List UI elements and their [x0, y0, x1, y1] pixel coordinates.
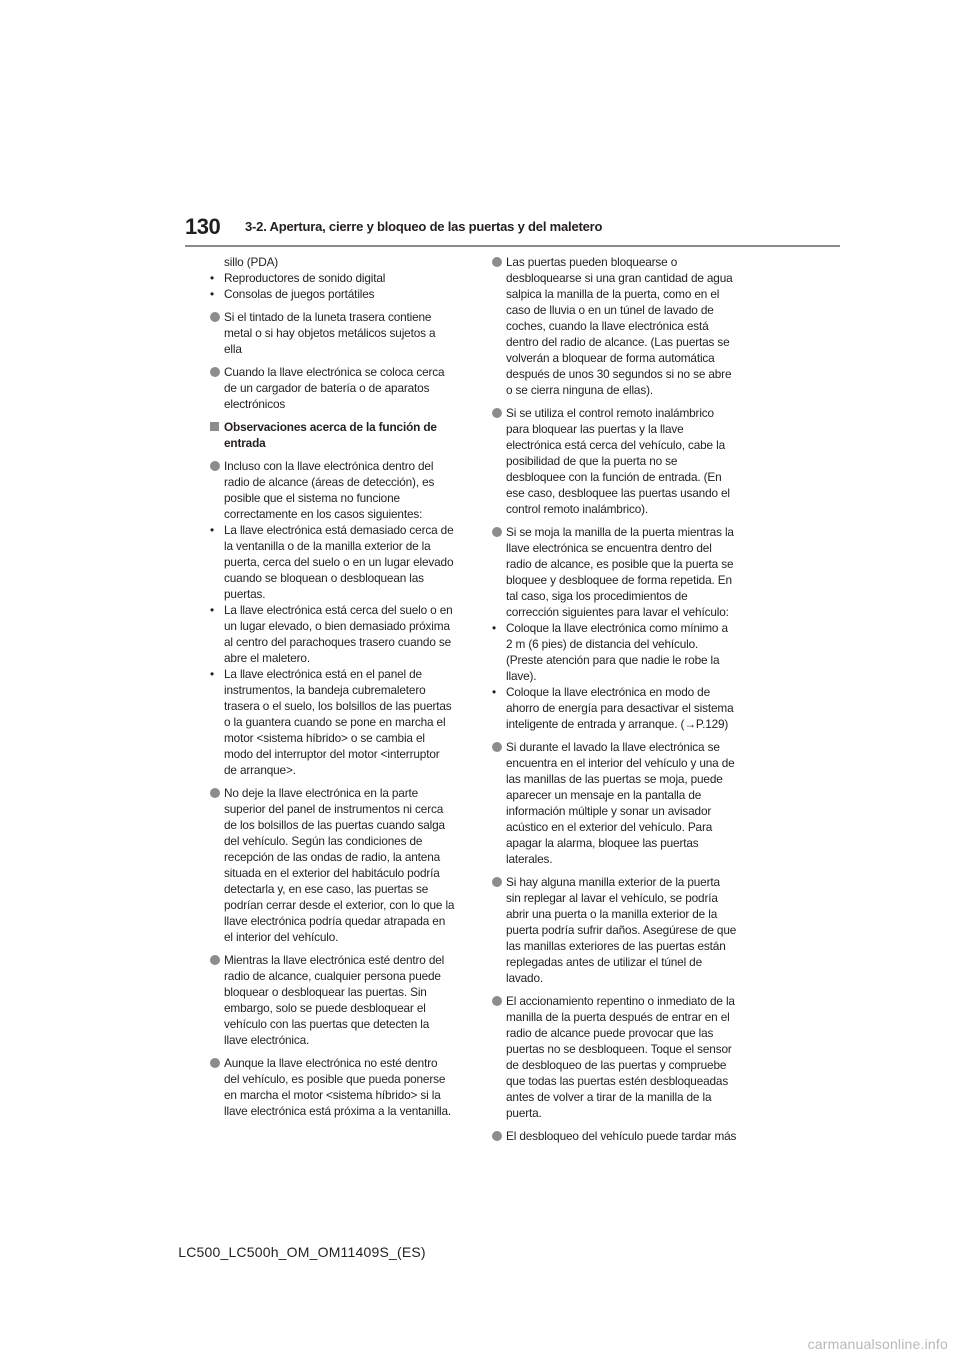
- bullet-paragraph: [492, 874, 737, 986]
- paragraph-text: Reproductores de sonido digital: [224, 271, 386, 285]
- sub-bullet-marker: •: [492, 621, 496, 635]
- bullet-circle-icon: [492, 742, 502, 752]
- sub-bullet-marker: •: [210, 603, 214, 617]
- paragraph-text: Consolas de juegos portátiles: [224, 287, 375, 301]
- section-title: 3-2. Apertura, cierre y bloqueo de las puertas y del maletero: [245, 219, 603, 234]
- bullet-circle-icon: [492, 527, 502, 537]
- paragraph-text: Si se utiliza el control remoto inalámbrico para bloquear las puertas y la llave electrónica está cerca del vehículo, cabe la posibilidad de que la puerta no se desbloquee con la función de entrada. (En ese caso, desbloquee las puertas usando el control remoto inalámbrico).: [506, 406, 730, 516]
- bullet-circle-icon: [210, 955, 220, 965]
- bullet-circle-icon: [492, 408, 502, 418]
- watermark: carmanualsonline.info: [807, 1336, 948, 1352]
- paragraph-text: Coloque la llave electrónica como mínimo a 2 m (6 pies) de distancia del vehículo. (Preste atención para que nadie le robe la llave).: [506, 621, 728, 683]
- paragraph-text: La llave electrónica está cerca del suelo o en un lugar elevado, o bien demasiado próxima al centro del parachoques trasero cuando se abre el maletero.: [224, 603, 453, 665]
- bullet-paragraph: [210, 785, 455, 945]
- sub-list-item: [210, 666, 455, 778]
- bullet-paragraph: [492, 524, 737, 620]
- paragraph-text: El desbloqueo del vehículo puede tardar más: [506, 1129, 737, 1143]
- square-marker-icon: [210, 422, 219, 431]
- sub-list-item: [492, 684, 737, 732]
- paragraph-text: Las puertas pueden bloquearse o desbloquearse si una gran cantidad de agua salpica la manilla de la puerta, como en el caso de lluvia o en un túnel de lavado de coches, cuando la llave electrónica está dentro del radio de alcance. (Las puertas se volverán a bloquear de forma automática después de unos 30 segundos si no se abre o se cierra ninguna de ellas).: [506, 255, 733, 397]
- bullet-circle-icon: [210, 1058, 220, 1068]
- bullet-paragraph: [492, 254, 737, 398]
- paragraph-text: Si el tintado de la luneta trasera contiene metal o si hay objetos metálicos sujetos a ella: [224, 310, 436, 356]
- paragraph-text: Si hay alguna manilla exterior de la puerta sin replegar al lavar el vehículo, se podría abrir una puerta o la manilla exterior de la puerta podría sufrir daños. Asegúrese de que las manillas exteriores de las puertas están replegadas antes de utilizar el túnel de lavado.: [506, 875, 737, 985]
- paragraph-text: Mientras la llave electrónica esté dentro del radio de alcance, cualquier persona puede bloquear o desbloquear las puertas. Sin embargo, solo se puede desbloquear el vehículo con las puertas que detecten la llave electrónica.: [224, 953, 445, 1047]
- paragraph-text: sillo (PDA): [224, 255, 279, 269]
- paragraph-text: Si durante el lavado la llave electrónica se encuentra en el interior del vehículo y una de las manillas de las puertas se moja, puede aparecer un mensaje en la pantalla de información múltiple y sonar un avisador acústico en el exterior del vehículo. Para apagar la alarma, bloquee las puertas laterales.: [506, 740, 735, 866]
- bullet-paragraph: [492, 739, 737, 867]
- paragraph-text: No deje la llave electrónica en la parte superior del panel de instrumentos ni cerca de los bolsillos de las puertas cuando salga del vehículo. Según las condiciones de recepción de las ondas de radio, la antena situada en el exterior del habitáculo podría detectarla y, en ese caso, las puertas se podrían cerrar desde el exterior, con lo que la llave electrónica podría quedar atrapada en el interior del vehículo.: [224, 786, 455, 944]
- sub-bullet-marker: •: [492, 685, 496, 699]
- bullet-paragraph: [210, 1055, 455, 1119]
- sub-bullet-marker: •: [210, 667, 214, 681]
- page-header: [0, 214, 960, 254]
- bullet-circle-icon: [492, 257, 502, 267]
- document-id: LC500_LC500h_OM_OM11409S_(ES): [178, 1244, 426, 1260]
- sub-list-item: [492, 620, 737, 684]
- paragraph-text: Incluso con la llave electrónica dentro del radio de alcance (áreas de detección), es posible que el sistema no funcione correctamente en los casos siguientes:: [224, 459, 435, 521]
- bullet-paragraph: [210, 952, 455, 1048]
- bullet-circle-icon: [492, 1131, 502, 1141]
- paragraph-text: Observaciones acerca de la función de entrada: [224, 420, 437, 450]
- bullet-paragraph: [210, 458, 455, 522]
- bullet-paragraph: [210, 364, 455, 412]
- paragraph-text: El accionamiento repentino o inmediato de la manilla de la puerta después de entrar en el radio de alcance puede provocar que las puertas no se desbloqueen. Toque el sensor de desbloqueo de las puertas y compruebe que todas las puertas estén desbloqueadas antes de volver a tirar de la manilla de la puerta.: [506, 994, 735, 1120]
- bullet-circle-icon: [210, 788, 220, 798]
- sub-list-item: [210, 286, 455, 302]
- bullet-circle-icon: [492, 996, 502, 1006]
- sub-list-item: [210, 602, 455, 666]
- bullet-paragraph: [492, 405, 737, 517]
- bullet-paragraph: [210, 309, 455, 357]
- right-column: [492, 254, 737, 1151]
- bullet-paragraph: [492, 1128, 737, 1144]
- left-column: [210, 254, 455, 1126]
- bullet-circle-icon: [210, 367, 220, 377]
- subsection-heading: [210, 419, 455, 451]
- sub-bullet-marker: •: [210, 287, 214, 301]
- bullet-circle-icon: [210, 312, 220, 322]
- paragraph-text: Cuando la llave electrónica se coloca cerca de un cargador de batería o de aparatos electrónicos: [224, 365, 445, 411]
- sub-list-item: [210, 270, 455, 286]
- paragraph-text: Aunque la llave electrónica no esté dentro del vehículo, es posible que pueda ponerse en marcha el motor <sistema híbrido> si la llave electrónica está próxima a la ventanilla.: [224, 1056, 452, 1118]
- paragraph-text: La llave electrónica está demasiado cerca de la ventanilla o de la manilla exterior de la puerta, cerca del suelo o en un lugar elevado cuando se bloquean o desbloquean las puertas.: [224, 523, 454, 601]
- page-number: 130: [185, 214, 221, 239]
- paragraph-text: La llave electrónica está en el panel de instrumentos, la bandeja cubremaletero trasera o el suelo, los bolsillos de las puertas o la guantera cuando se pone en marcha el motor <sistema híbrido> o se cambia el modo del interruptor del motor <interruptor de arranque>.: [224, 667, 452, 777]
- sub-bullet-marker: •: [210, 523, 214, 537]
- paragraph-text: Coloque la llave electrónica en modo de ahorro de energía para desactivar el sistema inteligente de entrada y arranque. (→P.129): [506, 685, 734, 731]
- sub-bullet-marker: •: [210, 271, 214, 285]
- bullet-circle-icon: [210, 461, 220, 471]
- continuation-text: [210, 254, 455, 270]
- bullet-paragraph: [492, 993, 737, 1121]
- page-footer: [0, 1244, 960, 1260]
- paragraph-text: Si se moja la manilla de la puerta mientras la llave electrónica se encuentra dentro del radio de alcance, es posible que la puerta se bloquee y desbloquee de forma repetida. En tal caso, siga los procedimientos de corrección siguientes para lavar el vehículo:: [506, 525, 734, 619]
- sub-list-item: [210, 522, 455, 602]
- header-rule: [185, 245, 840, 247]
- bullet-circle-icon: [492, 877, 502, 887]
